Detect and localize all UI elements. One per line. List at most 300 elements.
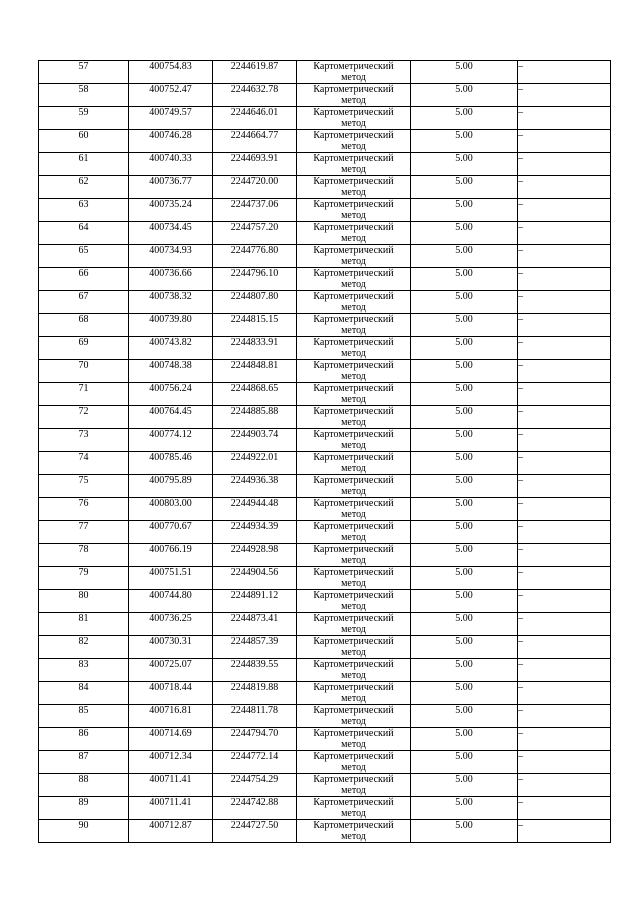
method-cell xyxy=(297,544,411,567)
x-coordinate-cell: 400756.24 xyxy=(129,383,213,406)
x-coordinate-cell: 400766.19 xyxy=(129,544,213,567)
method-line-2: метод xyxy=(341,210,366,221)
accuracy-cell: 5.00 xyxy=(411,107,518,130)
note-cell: – xyxy=(518,636,611,659)
method-line-2: метод xyxy=(341,831,366,842)
y-coordinate-cell: 2244796.10 xyxy=(213,268,297,291)
note-cell: – xyxy=(518,222,611,245)
note-cell: – xyxy=(518,360,611,383)
note-cell: – xyxy=(518,728,611,751)
table-row xyxy=(39,797,611,820)
table-row xyxy=(39,728,611,751)
table-row xyxy=(39,222,611,245)
table-row xyxy=(39,521,611,544)
method-line-1: Картометрический xyxy=(313,383,394,394)
coordinates-table-body xyxy=(39,61,611,843)
y-coordinate-cell: 2244807.80 xyxy=(213,291,297,314)
method-cell xyxy=(297,61,411,84)
note-cell: – xyxy=(518,613,611,636)
y-coordinate-cell: 2244857.39 xyxy=(213,636,297,659)
note-cell: – xyxy=(518,107,611,130)
method-cell xyxy=(297,751,411,774)
method-line-1: Картометрический xyxy=(313,498,394,509)
method-line-1: Картометрический xyxy=(313,84,394,95)
method-cell xyxy=(297,153,411,176)
point-number-cell: 69 xyxy=(39,337,129,360)
table-row xyxy=(39,314,611,337)
point-number-cell: 81 xyxy=(39,613,129,636)
x-coordinate-cell: 400746.28 xyxy=(129,130,213,153)
method-cell xyxy=(297,245,411,268)
table-row xyxy=(39,613,611,636)
method-line-1: Картометрический xyxy=(313,728,394,739)
y-coordinate-cell: 2244928.98 xyxy=(213,544,297,567)
accuracy-cell: 5.00 xyxy=(411,61,518,84)
method-line-2: метод xyxy=(341,417,366,428)
x-coordinate-cell: 400770.67 xyxy=(129,521,213,544)
point-number-cell: 68 xyxy=(39,314,129,337)
method-line-2: метод xyxy=(341,95,366,106)
point-number-cell: 79 xyxy=(39,567,129,590)
accuracy-cell: 5.00 xyxy=(411,337,518,360)
x-coordinate-cell: 400735.24 xyxy=(129,199,213,222)
accuracy-cell: 5.00 xyxy=(411,751,518,774)
method-line-1: Картометрический xyxy=(313,820,394,831)
method-line-2: метод xyxy=(341,325,366,336)
x-coordinate-cell: 400711.41 xyxy=(129,774,213,797)
point-number-cell: 84 xyxy=(39,682,129,705)
method-line-1: Картометрический xyxy=(313,314,394,325)
accuracy-cell: 5.00 xyxy=(411,84,518,107)
y-coordinate-cell: 2244664.77 xyxy=(213,130,297,153)
method-line-1: Картометрический xyxy=(313,452,394,463)
method-line-1: Картометрический xyxy=(313,705,394,716)
x-coordinate-cell: 400752.47 xyxy=(129,84,213,107)
table-row xyxy=(39,429,611,452)
method-cell xyxy=(297,590,411,613)
note-cell: – xyxy=(518,245,611,268)
table-row xyxy=(39,659,611,682)
table-row xyxy=(39,176,611,199)
method-cell xyxy=(297,820,411,843)
method-line-1: Картометрический xyxy=(313,268,394,279)
point-number-cell: 71 xyxy=(39,383,129,406)
method-cell xyxy=(297,728,411,751)
note-cell: – xyxy=(518,153,611,176)
table-row xyxy=(39,705,611,728)
method-cell xyxy=(297,222,411,245)
method-line-1: Картометрический xyxy=(313,521,394,532)
method-line-2: метод xyxy=(341,279,366,290)
point-number-cell: 63 xyxy=(39,199,129,222)
x-coordinate-cell: 400711.41 xyxy=(129,797,213,820)
method-line-1: Картометрический xyxy=(313,475,394,486)
note-cell: – xyxy=(518,544,611,567)
x-coordinate-cell: 400774.12 xyxy=(129,429,213,452)
point-number-cell: 57 xyxy=(39,61,129,84)
x-coordinate-cell: 400712.87 xyxy=(129,820,213,843)
table-row xyxy=(39,475,611,498)
x-coordinate-cell: 400744.80 xyxy=(129,590,213,613)
note-cell: – xyxy=(518,176,611,199)
method-line-1: Картометрический xyxy=(313,429,394,440)
method-line-2: метод xyxy=(341,233,366,244)
method-cell xyxy=(297,774,411,797)
x-coordinate-cell: 400736.25 xyxy=(129,613,213,636)
method-line-2: метод xyxy=(341,256,366,267)
coordinates-table xyxy=(38,60,611,843)
method-line-1: Картометрический xyxy=(313,199,394,210)
method-cell xyxy=(297,797,411,820)
accuracy-cell: 5.00 xyxy=(411,268,518,291)
method-line-1: Картометрический xyxy=(313,337,394,348)
point-number-cell: 73 xyxy=(39,429,129,452)
point-number-cell: 67 xyxy=(39,291,129,314)
accuracy-cell: 5.00 xyxy=(411,360,518,383)
method-cell xyxy=(297,475,411,498)
method-cell xyxy=(297,613,411,636)
method-cell xyxy=(297,429,411,452)
method-cell xyxy=(297,521,411,544)
method-line-2: метод xyxy=(341,348,366,359)
table-row xyxy=(39,636,611,659)
x-coordinate-cell: 400785.46 xyxy=(129,452,213,475)
y-coordinate-cell: 2244632.78 xyxy=(213,84,297,107)
accuracy-cell: 5.00 xyxy=(411,130,518,153)
table-row xyxy=(39,820,611,843)
method-cell xyxy=(297,176,411,199)
x-coordinate-cell: 400714.69 xyxy=(129,728,213,751)
note-cell: – xyxy=(518,475,611,498)
method-cell xyxy=(297,682,411,705)
point-number-cell: 82 xyxy=(39,636,129,659)
method-line-1: Картометрический xyxy=(313,682,394,693)
method-cell xyxy=(297,130,411,153)
accuracy-cell: 5.00 xyxy=(411,429,518,452)
note-cell: – xyxy=(518,682,611,705)
point-number-cell: 90 xyxy=(39,820,129,843)
note-cell: – xyxy=(518,84,611,107)
accuracy-cell: 5.00 xyxy=(411,176,518,199)
method-cell xyxy=(297,199,411,222)
y-coordinate-cell: 2244944.48 xyxy=(213,498,297,521)
accuracy-cell: 5.00 xyxy=(411,475,518,498)
x-coordinate-cell: 400725.07 xyxy=(129,659,213,682)
note-cell: – xyxy=(518,659,611,682)
method-cell xyxy=(297,383,411,406)
method-cell xyxy=(297,84,411,107)
x-coordinate-cell: 400730.31 xyxy=(129,636,213,659)
method-line-2: метод xyxy=(341,624,366,635)
y-coordinate-cell: 2244904.56 xyxy=(213,567,297,590)
table-row xyxy=(39,107,611,130)
method-cell xyxy=(297,636,411,659)
y-coordinate-cell: 2244873.41 xyxy=(213,613,297,636)
method-line-1: Картометрический xyxy=(313,774,394,785)
table-row xyxy=(39,498,611,521)
method-line-1: Картометрический xyxy=(313,797,394,808)
method-cell xyxy=(297,360,411,383)
method-cell xyxy=(297,498,411,521)
method-line-2: метод xyxy=(341,693,366,704)
point-number-cell: 62 xyxy=(39,176,129,199)
note-cell: – xyxy=(518,498,611,521)
note-cell: – xyxy=(518,590,611,613)
table-row xyxy=(39,567,611,590)
note-cell: – xyxy=(518,61,611,84)
note-cell: – xyxy=(518,268,611,291)
table-row xyxy=(39,337,611,360)
table-row xyxy=(39,199,611,222)
point-number-cell: 75 xyxy=(39,475,129,498)
note-cell: – xyxy=(518,429,611,452)
table-row xyxy=(39,383,611,406)
y-coordinate-cell: 2244619.87 xyxy=(213,61,297,84)
x-coordinate-cell: 400736.66 xyxy=(129,268,213,291)
table-row xyxy=(39,544,611,567)
x-coordinate-cell: 400751.51 xyxy=(129,567,213,590)
y-coordinate-cell: 2244936.38 xyxy=(213,475,297,498)
point-number-cell: 86 xyxy=(39,728,129,751)
table-row xyxy=(39,590,611,613)
method-line-1: Картометрический xyxy=(313,544,394,555)
accuracy-cell: 5.00 xyxy=(411,153,518,176)
point-number-cell: 70 xyxy=(39,360,129,383)
note-cell: – xyxy=(518,383,611,406)
accuracy-cell: 5.00 xyxy=(411,613,518,636)
method-cell xyxy=(297,107,411,130)
method-line-1: Картометрический xyxy=(313,567,394,578)
point-number-cell: 66 xyxy=(39,268,129,291)
method-line-2: метод xyxy=(341,72,366,83)
method-cell xyxy=(297,659,411,682)
y-coordinate-cell: 2244934.39 xyxy=(213,521,297,544)
y-coordinate-cell: 2244868.65 xyxy=(213,383,297,406)
method-line-2: метод xyxy=(341,302,366,313)
method-line-2: метод xyxy=(341,716,366,727)
accuracy-cell: 5.00 xyxy=(411,406,518,429)
method-line-1: Картометрический xyxy=(313,130,394,141)
accuracy-cell: 5.00 xyxy=(411,498,518,521)
y-coordinate-cell: 2244693.91 xyxy=(213,153,297,176)
y-coordinate-cell: 2244903.74 xyxy=(213,429,297,452)
method-line-2: метод xyxy=(341,532,366,543)
y-coordinate-cell: 2244757.20 xyxy=(213,222,297,245)
x-coordinate-cell: 400803.00 xyxy=(129,498,213,521)
method-line-2: метод xyxy=(341,371,366,382)
method-line-1: Картометрический xyxy=(313,406,394,417)
point-number-cell: 72 xyxy=(39,406,129,429)
method-line-2: метод xyxy=(341,785,366,796)
x-coordinate-cell: 400739.80 xyxy=(129,314,213,337)
x-coordinate-cell: 400764.45 xyxy=(129,406,213,429)
point-number-cell: 87 xyxy=(39,751,129,774)
method-line-1: Картометрический xyxy=(313,360,394,371)
point-number-cell: 80 xyxy=(39,590,129,613)
point-number-cell: 65 xyxy=(39,245,129,268)
x-coordinate-cell: 400795.89 xyxy=(129,475,213,498)
accuracy-cell: 5.00 xyxy=(411,682,518,705)
note-cell: – xyxy=(518,751,611,774)
y-coordinate-cell: 2244833.91 xyxy=(213,337,297,360)
method-line-2: метод xyxy=(341,463,366,474)
method-line-1: Картометрический xyxy=(313,153,394,164)
x-coordinate-cell: 400738.32 xyxy=(129,291,213,314)
x-coordinate-cell: 400734.93 xyxy=(129,245,213,268)
accuracy-cell: 5.00 xyxy=(411,452,518,475)
method-line-2: метод xyxy=(341,670,366,681)
table-row xyxy=(39,84,611,107)
accuracy-cell: 5.00 xyxy=(411,728,518,751)
table-row xyxy=(39,682,611,705)
method-line-2: метод xyxy=(341,440,366,451)
x-coordinate-cell: 400712.34 xyxy=(129,751,213,774)
accuracy-cell: 5.00 xyxy=(411,314,518,337)
method-line-1: Картометрический xyxy=(313,245,394,256)
method-line-1: Картометрический xyxy=(313,751,394,762)
point-number-cell: 74 xyxy=(39,452,129,475)
method-line-2: метод xyxy=(341,601,366,612)
y-coordinate-cell: 2244848.81 xyxy=(213,360,297,383)
note-cell: – xyxy=(518,199,611,222)
accuracy-cell: 5.00 xyxy=(411,567,518,590)
accuracy-cell: 5.00 xyxy=(411,820,518,843)
method-line-2: метод xyxy=(341,486,366,497)
table-row xyxy=(39,360,611,383)
point-number-cell: 85 xyxy=(39,705,129,728)
accuracy-cell: 5.00 xyxy=(411,797,518,820)
accuracy-cell: 5.00 xyxy=(411,222,518,245)
note-cell: – xyxy=(518,521,611,544)
note-cell: – xyxy=(518,130,611,153)
method-cell xyxy=(297,452,411,475)
table-row xyxy=(39,291,611,314)
note-cell: – xyxy=(518,820,611,843)
method-line-1: Картометрический xyxy=(313,291,394,302)
y-coordinate-cell: 2244815.15 xyxy=(213,314,297,337)
x-coordinate-cell: 400736.77 xyxy=(129,176,213,199)
accuracy-cell: 5.00 xyxy=(411,521,518,544)
method-line-2: метод xyxy=(341,647,366,658)
y-coordinate-cell: 2244754.29 xyxy=(213,774,297,797)
note-cell: – xyxy=(518,291,611,314)
x-coordinate-cell: 400718.44 xyxy=(129,682,213,705)
y-coordinate-cell: 2244885.88 xyxy=(213,406,297,429)
method-line-1: Картометрический xyxy=(313,61,394,72)
note-cell: – xyxy=(518,337,611,360)
method-line-2: метод xyxy=(341,118,366,129)
y-coordinate-cell: 2244772.14 xyxy=(213,751,297,774)
method-cell xyxy=(297,567,411,590)
method-cell xyxy=(297,291,411,314)
table-row xyxy=(39,774,611,797)
table-row xyxy=(39,153,611,176)
y-coordinate-cell: 2244819.88 xyxy=(213,682,297,705)
table-row xyxy=(39,268,611,291)
y-coordinate-cell: 2244776.80 xyxy=(213,245,297,268)
method-line-1: Картометрический xyxy=(313,659,394,670)
method-line-2: метод xyxy=(341,187,366,198)
method-line-2: метод xyxy=(341,808,366,819)
method-line-2: метод xyxy=(341,555,366,566)
x-coordinate-cell: 400748.38 xyxy=(129,360,213,383)
accuracy-cell: 5.00 xyxy=(411,774,518,797)
point-number-cell: 60 xyxy=(39,130,129,153)
table-row xyxy=(39,452,611,475)
point-number-cell: 78 xyxy=(39,544,129,567)
accuracy-cell: 5.00 xyxy=(411,544,518,567)
point-number-cell: 59 xyxy=(39,107,129,130)
table-row xyxy=(39,61,611,84)
method-line-2: метод xyxy=(341,762,366,773)
point-number-cell: 76 xyxy=(39,498,129,521)
note-cell: – xyxy=(518,774,611,797)
accuracy-cell: 5.00 xyxy=(411,245,518,268)
method-line-2: метод xyxy=(341,509,366,520)
table-row xyxy=(39,130,611,153)
point-number-cell: 88 xyxy=(39,774,129,797)
method-line-2: метод xyxy=(341,578,366,589)
x-coordinate-cell: 400716.81 xyxy=(129,705,213,728)
method-line-1: Картометрический xyxy=(313,590,394,601)
accuracy-cell: 5.00 xyxy=(411,705,518,728)
table-row xyxy=(39,406,611,429)
method-line-1: Картометрический xyxy=(313,613,394,624)
method-line-1: Картометрический xyxy=(313,636,394,647)
accuracy-cell: 5.00 xyxy=(411,659,518,682)
point-number-cell: 58 xyxy=(39,84,129,107)
note-cell: – xyxy=(518,452,611,475)
method-line-2: метод xyxy=(341,739,366,750)
method-line-2: метод xyxy=(341,164,366,175)
method-cell xyxy=(297,406,411,429)
note-cell: – xyxy=(518,705,611,728)
table-row xyxy=(39,751,611,774)
x-coordinate-cell: 400743.82 xyxy=(129,337,213,360)
accuracy-cell: 5.00 xyxy=(411,291,518,314)
point-number-cell: 61 xyxy=(39,153,129,176)
method-line-1: Картометрический xyxy=(313,222,394,233)
accuracy-cell: 5.00 xyxy=(411,590,518,613)
point-number-cell: 77 xyxy=(39,521,129,544)
note-cell: – xyxy=(518,314,611,337)
x-coordinate-cell: 400740.33 xyxy=(129,153,213,176)
point-number-cell: 64 xyxy=(39,222,129,245)
y-coordinate-cell: 2244742.88 xyxy=(213,797,297,820)
method-cell xyxy=(297,337,411,360)
accuracy-cell: 5.00 xyxy=(411,383,518,406)
accuracy-cell: 5.00 xyxy=(411,636,518,659)
method-cell xyxy=(297,268,411,291)
y-coordinate-cell: 2244794.70 xyxy=(213,728,297,751)
note-cell: – xyxy=(518,406,611,429)
y-coordinate-cell: 2244737.06 xyxy=(213,199,297,222)
x-coordinate-cell: 400734.45 xyxy=(129,222,213,245)
note-cell: – xyxy=(518,567,611,590)
x-coordinate-cell: 400749.57 xyxy=(129,107,213,130)
y-coordinate-cell: 2244720.00 xyxy=(213,176,297,199)
method-line-1: Картометрический xyxy=(313,107,394,118)
y-coordinate-cell: 2244811.78 xyxy=(213,705,297,728)
y-coordinate-cell: 2244839.55 xyxy=(213,659,297,682)
y-coordinate-cell: 2244891.12 xyxy=(213,590,297,613)
method-cell xyxy=(297,705,411,728)
point-number-cell: 83 xyxy=(39,659,129,682)
method-line-2: метод xyxy=(341,394,366,405)
method-line-1: Картометрический xyxy=(313,176,394,187)
y-coordinate-cell: 2244727.50 xyxy=(213,820,297,843)
accuracy-cell: 5.00 xyxy=(411,199,518,222)
